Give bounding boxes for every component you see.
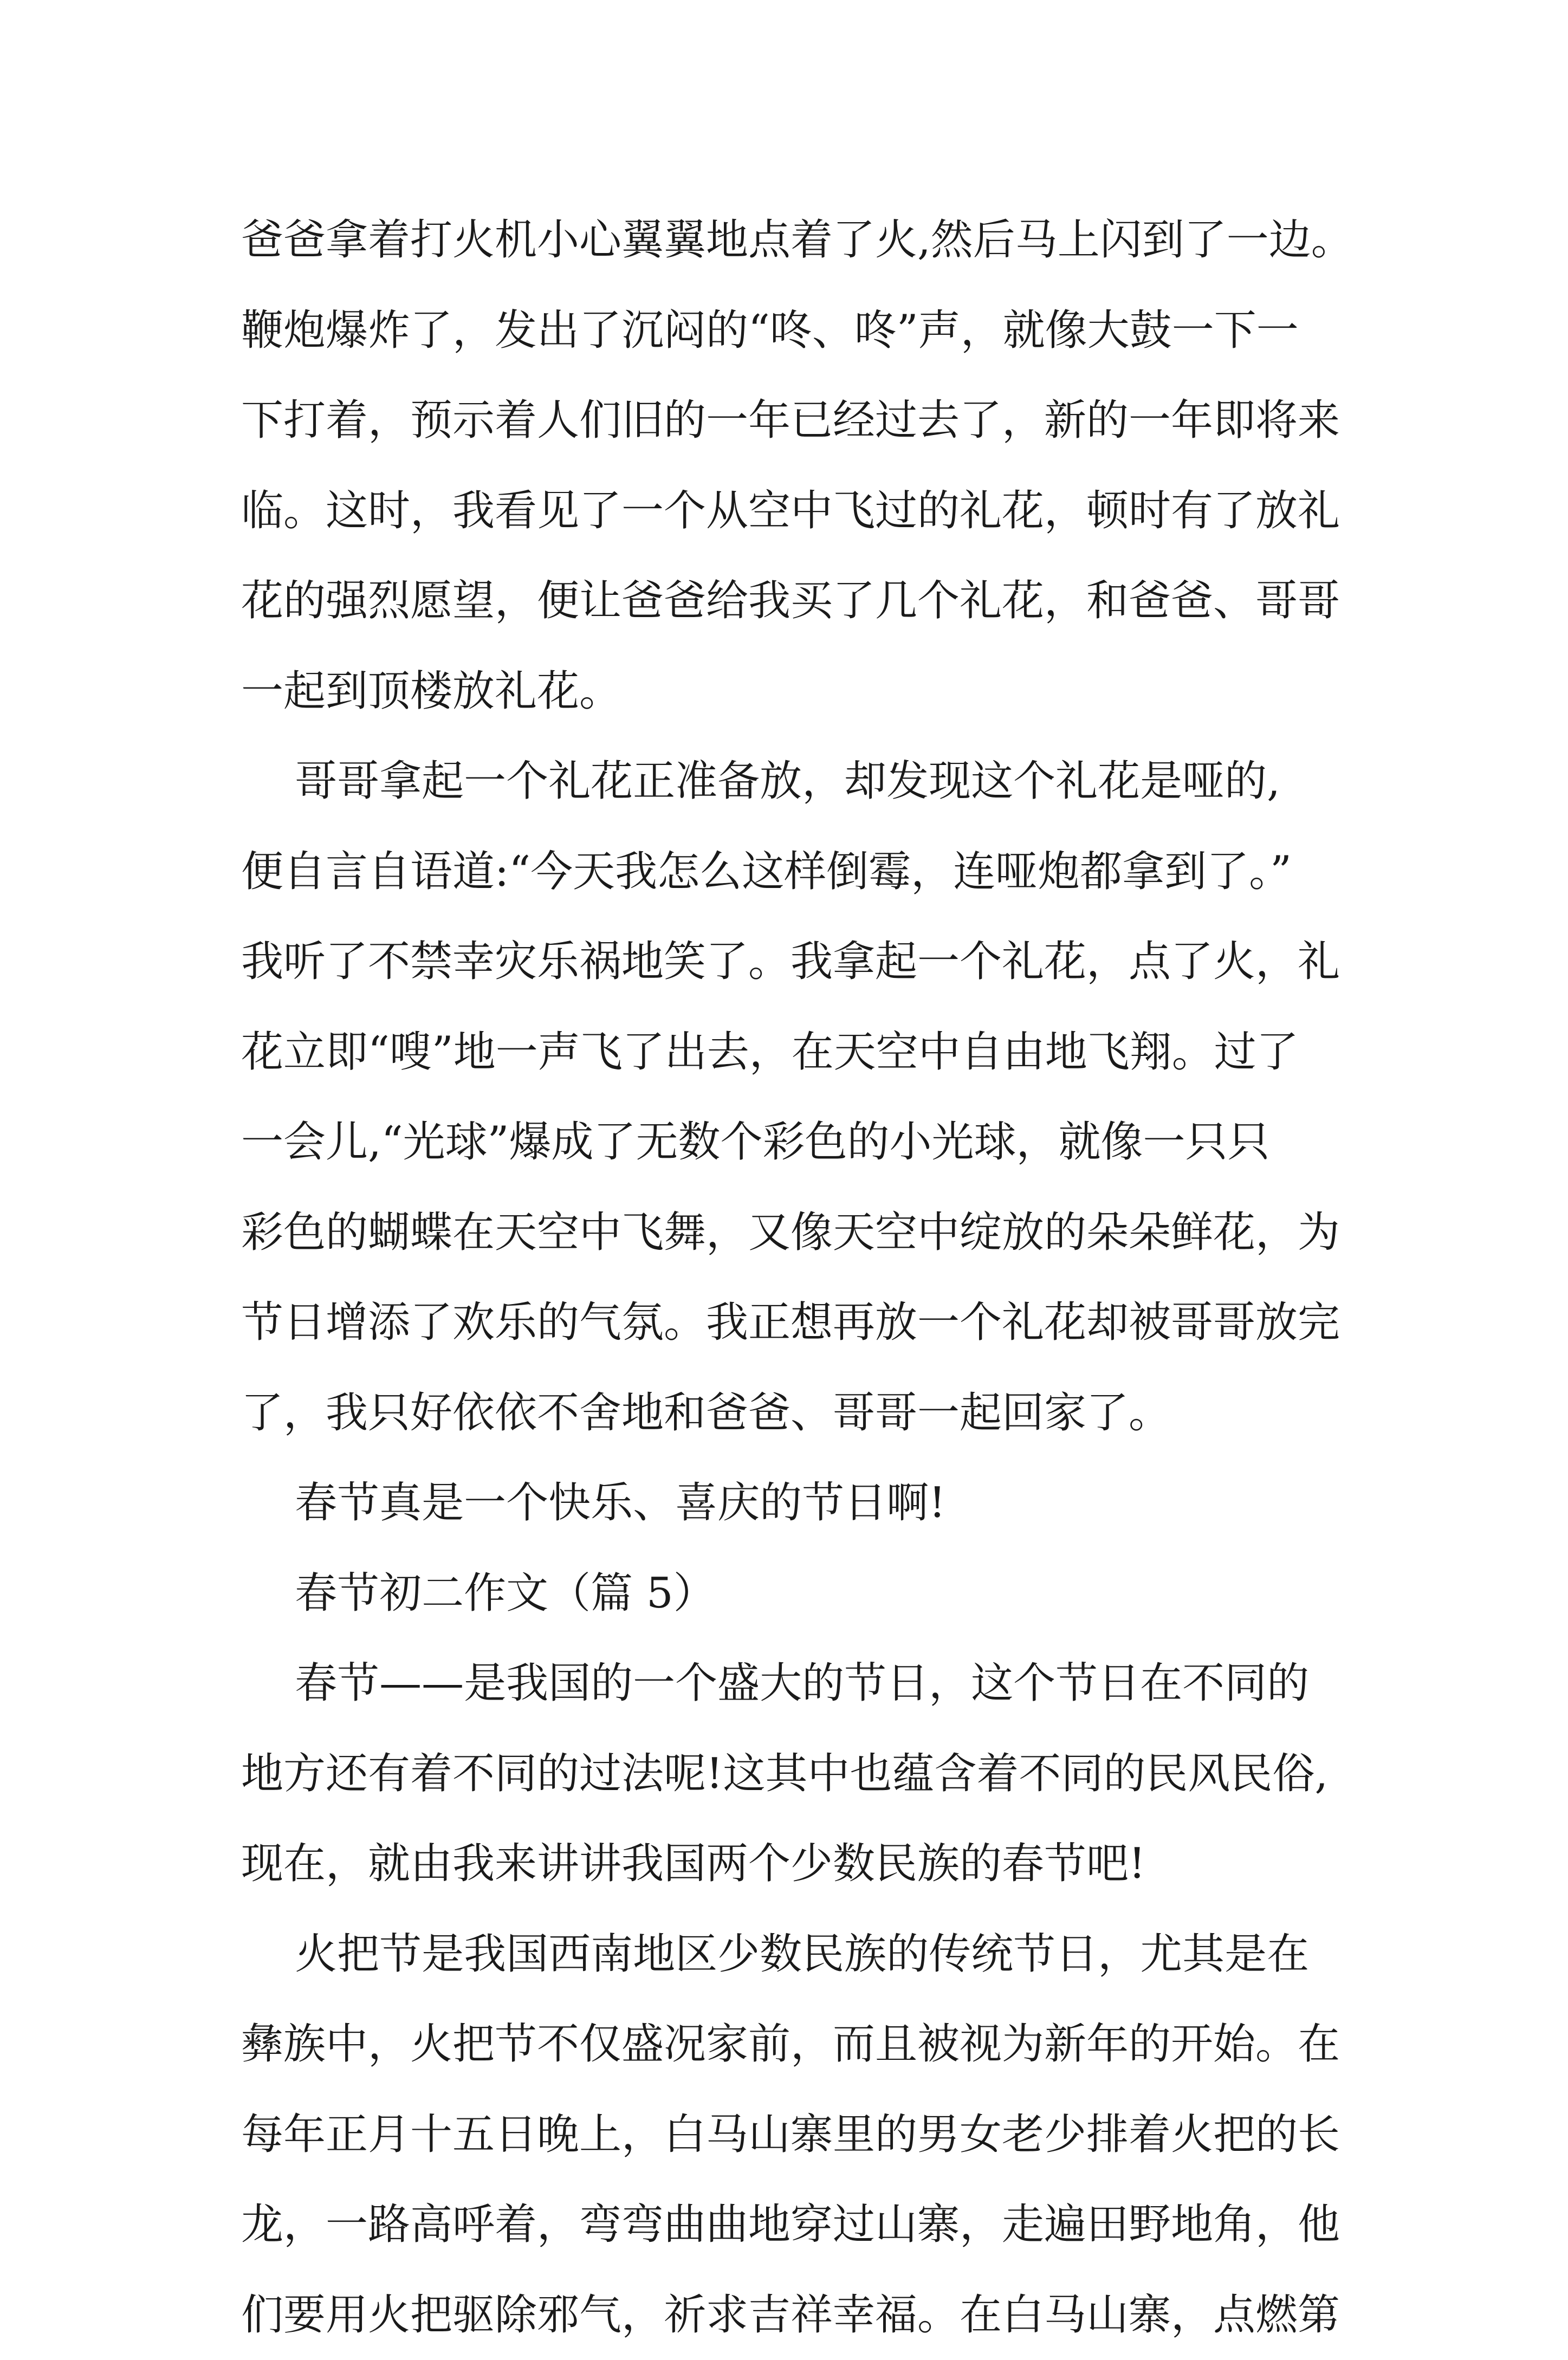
text-line: 每年正月十五日晚上，白马山寨里的男女老少排着火把的长 (241, 2090, 1346, 2180)
section-heading: 春节初二作文（篇 5） (241, 1548, 1346, 1639)
text-line: 爸爸拿着打火机小心翼翼地点着了火,然后马上闪到了一边。 (241, 195, 1346, 286)
text-line: 哥哥拿起一个礼花正准备放，却发现这个礼花是哑的, (241, 736, 1346, 827)
text-line: 下打着，预示着人们旧的一年已经过去了，新的一年即将来 (241, 375, 1346, 466)
text-line: 龙，一路高呼着，弯弯曲曲地穿过山寨，走遍田野地角，他 (241, 2180, 1346, 2270)
text-line: 临。这时，我看见了一个从空中飞过的礼花，顿时有了放礼 (241, 466, 1346, 556)
text-line: 地方还有着不同的过法呢!这其中也蕴含着不同的民风民俗, (241, 1729, 1346, 1819)
document-body (241, 195, 1346, 2360)
text-line: 花的强烈愿望，便让爸爸给我买了几个礼花，和爸爸、哥哥 (241, 556, 1346, 646)
text-line: 现在，就由我来讲讲我国两个少数民族的春节吧! (241, 1819, 1346, 1909)
text-line: 节日增添了欢乐的气氛。我正想再放一个礼花却被哥哥放完 (241, 1278, 1346, 1368)
text-line: 彩色的蝴蝶在天空中飞舞，又像天空中绽放的朵朵鲜花，为 (241, 1188, 1346, 1278)
text-line: 们要用火把驱除邪气，祈求吉祥幸福。在白马山寨，点燃第 (241, 2270, 1346, 2360)
text-line: 便自言自语道:“今天我怎么这样倒霉，连哑炮都拿到了。” (241, 827, 1346, 917)
text-line: 一起到顶楼放礼花。 (241, 646, 1346, 737)
text-line: 我听了不禁幸灾乐祸地笑了。我拿起一个礼花，点了火，礼 (241, 917, 1346, 1007)
text-line: 了，我只好依依不舍地和爸爸、哥哥一起回家了。 (241, 1368, 1346, 1458)
text-line: 春节——是我国的一个盛大的节日，这个节日在不同的 (241, 1638, 1346, 1729)
text-line: 花立即“嗖”地一声飞了出去，在天空中自由地飞翔。过了 (241, 1007, 1346, 1098)
text-line: 春节真是一个快乐、喜庆的节日啊! (241, 1458, 1346, 1548)
text-line: 火把节是我国西南地区少数民族的传统节日，尤其是在 (241, 1909, 1346, 2000)
text-line: 鞭炮爆炸了，发出了沉闷的“咚、咚”声，就像大鼓一下一 (241, 286, 1346, 376)
text-line: 彝族中，火把节不仅盛况家前，而且被视为新年的开始。在 (241, 1999, 1346, 2090)
text-line: 一会儿,“光球”爆成了无数个彩色的小光球，就像一只只 (241, 1097, 1346, 1188)
